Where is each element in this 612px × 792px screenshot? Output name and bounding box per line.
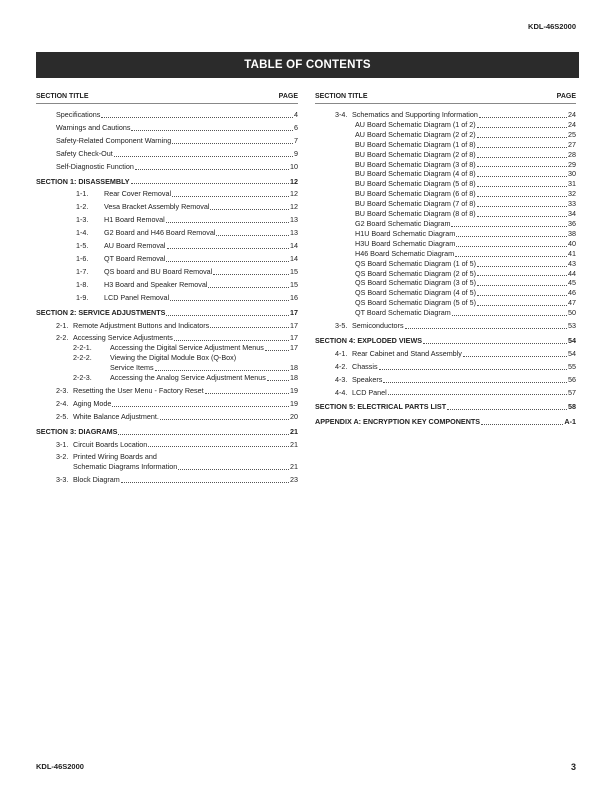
toc-entry-schematic[interactable]: G2 Board Schematic Diagram 36 bbox=[355, 218, 576, 228]
toc-entry-2-2-1[interactable]: 2-2-1. Accessing the Digital Service Adjustment Menus 17 bbox=[73, 343, 298, 353]
toc-entry-schematic[interactable]: BU Board Schematic Diagram (4 of 8) 30 bbox=[355, 169, 576, 179]
toc-entry-3-2[interactable]: 3-2. Printed Wiring Boards and Schematic Diagrams Information 21 bbox=[56, 452, 298, 472]
toc-left-column bbox=[36, 93, 298, 485]
toc-entry-2-5[interactable]: 2-5. White Balance Adjustment. 20 bbox=[56, 411, 298, 421]
toc-entry-schematic[interactable]: QT Board Schematic Diagram 50 bbox=[355, 308, 576, 318]
page-label: PAGE bbox=[278, 93, 298, 100]
toc-entry-1-9[interactable]: 1-9. LCD Panel Removal 16 bbox=[76, 292, 298, 302]
toc-entry-schematic[interactable]: BU Board Schematic Diagram (1 of 8) 27 bbox=[355, 139, 576, 149]
toc-entry-schematic[interactable]: AU Board Schematic Diagram (2 of 2) 25 bbox=[355, 129, 576, 139]
toc-entry-1-5[interactable]: 1-5. AU Board Removal 14 bbox=[76, 241, 298, 251]
toc-entry-3-3[interactable]: 3-3. Block Diagram 23 bbox=[56, 475, 298, 485]
footer-model: KDL-46S2000 bbox=[36, 762, 84, 771]
toc-entry-schematic[interactable]: QS Board Schematic Diagram (5 of 5) 47 bbox=[355, 298, 576, 308]
toc-entry-4-2[interactable]: 4-2. Chassis 55 bbox=[335, 361, 576, 371]
toc-entry-2-2-2[interactable]: 2-2-2. Viewing the Digital Module Box (Q-Box) Service Items 18 bbox=[73, 353, 298, 373]
toc-entry-schematic[interactable]: BU Board Schematic Diagram (2 of 8) 28 bbox=[355, 149, 576, 159]
toc-entry-schematic[interactable]: QS Board Schematic Diagram (3 of 5) 45 bbox=[355, 278, 576, 288]
toc-entry-4-3[interactable]: 4-3. Speakers 56 bbox=[335, 374, 576, 384]
toc-entry-schematic[interactable]: BU Board Schematic Diagram (7 of 8) 33 bbox=[355, 199, 576, 209]
toc-entry-schematic[interactable]: QS Board Schematic Diagram (2 of 5) 44 bbox=[355, 268, 576, 278]
toc-entry-1-4[interactable]: 1-4. G2 Board and H46 Board Removal 13 bbox=[76, 228, 298, 238]
toc-entry-schematic[interactable]: AU Board Schematic Diagram (1 of 2) 24 bbox=[355, 119, 576, 129]
toc-entry-schematic[interactable]: H46 Board Schematic Diagram 41 bbox=[355, 248, 576, 258]
toc-entry-2-4[interactable]: 2-4. Aging Mode 19 bbox=[56, 398, 298, 408]
toc-section-2[interactable]: SECTION 2: SERVICE ADJUSTMENTS 17 bbox=[36, 307, 298, 317]
toc-entry-1-7[interactable]: 1-7. QS board and BU Board Removal 15 bbox=[76, 266, 298, 276]
toc-entry-safety-warning[interactable]: Safety-Related Component Warning 7 bbox=[56, 135, 298, 145]
toc-section-4[interactable]: SECTION 4: EXPLODED VIEWS 54 bbox=[315, 335, 576, 345]
toc-appendix-a[interactable]: APPENDIX A: ENCRYPTION KEY COMPONENTS A-1 bbox=[315, 417, 576, 427]
footer-page-number: 3 bbox=[570, 762, 576, 772]
toc-entry-4-1[interactable]: 4-1. Rear Cabinet and Stand Assembly 54 bbox=[335, 348, 576, 358]
toc-section-1[interactable]: SECTION 1: DISASSEMBLY 12 bbox=[36, 176, 298, 186]
toc-entry-1-8[interactable]: 1-8. H3 Board and Speaker Removal 15 bbox=[76, 279, 298, 289]
left-column-header bbox=[36, 93, 298, 104]
right-column-header bbox=[315, 93, 576, 104]
toc-section-5[interactable]: SECTION 5: ELECTRICAL PARTS LIST 58 bbox=[315, 402, 576, 412]
toc-entry-schematic[interactable]: H1U Board Schematic Diagram 38 bbox=[355, 228, 576, 238]
header-model: KDL-46S2000 bbox=[528, 22, 576, 31]
toc-entry-1-1[interactable]: 1-1. Rear Cover Removal 12 bbox=[76, 189, 298, 199]
toc-entry-schematic[interactable]: BU Board Schematic Diagram (6 of 8) 32 bbox=[355, 189, 576, 199]
toc-entry-self-diagnostic[interactable]: Self-Diagnostic Function 10 bbox=[56, 161, 298, 171]
toc-entry-schematic[interactable]: H3U Board Schematic Diagram 40 bbox=[355, 238, 576, 248]
page-footer bbox=[36, 762, 576, 772]
toc-entry-schematic[interactable]: BU Board Schematic Diagram (8 of 8) 34 bbox=[355, 209, 576, 219]
toc-entry-1-2[interactable]: 1-2. Vesa Bracket Assembly Removal 12 bbox=[76, 202, 298, 212]
toc-entry-1-6[interactable]: 1-6. QT Board Removal 14 bbox=[76, 253, 298, 263]
toc-entry-3-5[interactable]: 3-5. Semiconductors 53 bbox=[335, 321, 576, 331]
toc-entry-schematic[interactable]: BU Board Schematic Diagram (3 of 8) 29 bbox=[355, 159, 576, 169]
toc-entry-3-4[interactable]: 3-4. Schematics and Supporting Information 24 bbox=[335, 110, 576, 119]
toc-entry-schematic[interactable]: QS Board Schematic Diagram (1 of 5) 43 bbox=[355, 258, 576, 268]
page-label: PAGE bbox=[556, 93, 576, 100]
toc-entry-schematic[interactable]: QS Board Schematic Diagram (4 of 5) 46 bbox=[355, 288, 576, 298]
toc-entry-2-3[interactable]: 2-3. Resetting the User Menu - Factory Reset 19 bbox=[56, 385, 298, 395]
section-title-label: SECTION TITLE bbox=[315, 93, 368, 100]
toc-entry-2-2[interactable]: 2-2. Accessing Service Adjustments 17 bbox=[56, 333, 298, 343]
toc-section-3[interactable]: SECTION 3: DIAGRAMS 21 bbox=[36, 426, 298, 436]
toc-entry-3-1[interactable]: 3-1. Circuit Boards Location 21 bbox=[56, 439, 298, 449]
toc-entry-warnings[interactable]: Warnings and Cautions 6 bbox=[56, 122, 298, 132]
toc-entry-4-4[interactable]: 4-4. LCD Panel 57 bbox=[335, 387, 576, 397]
toc-right-column bbox=[315, 93, 576, 427]
toc-entry-specifications[interactable]: Specifications 4 bbox=[56, 110, 298, 119]
toc-entry-schematic[interactable]: BU Board Schematic Diagram (5 of 8) 31 bbox=[355, 179, 576, 189]
toc-entry-1-3[interactable]: 1-3. H1 Board Removal 13 bbox=[76, 215, 298, 225]
toc-entry-2-2-3[interactable]: 2-2-3. Accessing the Analog Service Adjustment Menus 18 bbox=[73, 373, 298, 383]
toc-title-banner: TABLE OF CONTENTS bbox=[36, 52, 579, 78]
toc-entry-2-1[interactable]: 2-1. Remote Adjustment Buttons and Indicators 17 bbox=[56, 320, 298, 330]
toc-entry-safety-checkout[interactable]: Safety Check-Out 9 bbox=[56, 148, 298, 158]
section-title-label: SECTION TITLE bbox=[36, 93, 89, 100]
